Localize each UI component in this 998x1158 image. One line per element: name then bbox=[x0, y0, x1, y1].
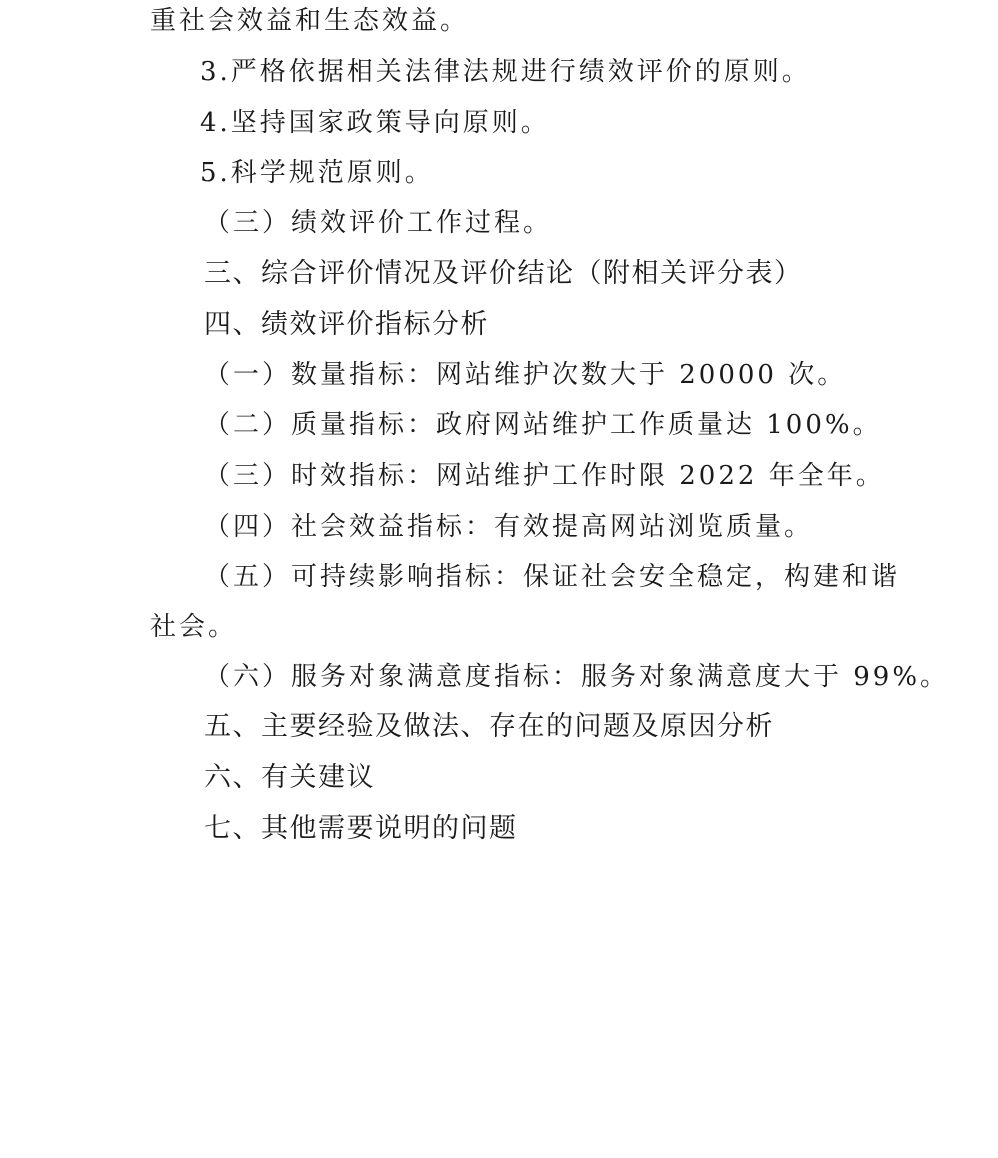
subsection-evaluation-process: （三）绩效评价工作过程。 bbox=[204, 208, 553, 238]
indicator-quality: （二）质量指标：政府网站维护工作质量达 100%。 bbox=[204, 410, 882, 440]
principle-item-3: 3.严格依据相关法律法规进行绩效评价的原则。 bbox=[200, 57, 811, 87]
principle-item-5: 5.科学规范原则。 bbox=[200, 158, 434, 188]
paragraph-continuation: 重社会效益和生态效益。 bbox=[150, 6, 470, 36]
indicator-sustainability: （五）可持续影响指标：保证社会安全稳定，构建和谐 bbox=[204, 562, 901, 592]
indicator-social-benefit: （四）社会效益指标：有效提高网站浏览质量。 bbox=[204, 512, 814, 542]
indicator-quantity: （一）数量指标：网站维护次数大于 20000 次。 bbox=[204, 360, 847, 390]
section-heading-5: 五、主要经验及做法、存在的问题及原因分析 bbox=[204, 711, 774, 742]
indicator-satisfaction: （六）服务对象满意度指标：服务对象满意度大于 99%。 bbox=[204, 662, 950, 692]
section-heading-6: 六、有关建议 bbox=[204, 762, 375, 793]
indicator-timeliness: （三）时效指标：网站维护工作时限 2022 年全年。 bbox=[204, 461, 885, 491]
section-heading-4: 四、绩效评价指标分析 bbox=[204, 309, 489, 340]
section-heading-7: 七、其他需要说明的问题 bbox=[204, 813, 518, 844]
principle-item-4: 4.坚持国家政策导向原则。 bbox=[200, 108, 550, 138]
section-heading-3: 三、综合评价情况及评价结论（附相关评分表） bbox=[204, 258, 803, 289]
indicator-sustainability-continuation: 社会。 bbox=[150, 612, 238, 642]
